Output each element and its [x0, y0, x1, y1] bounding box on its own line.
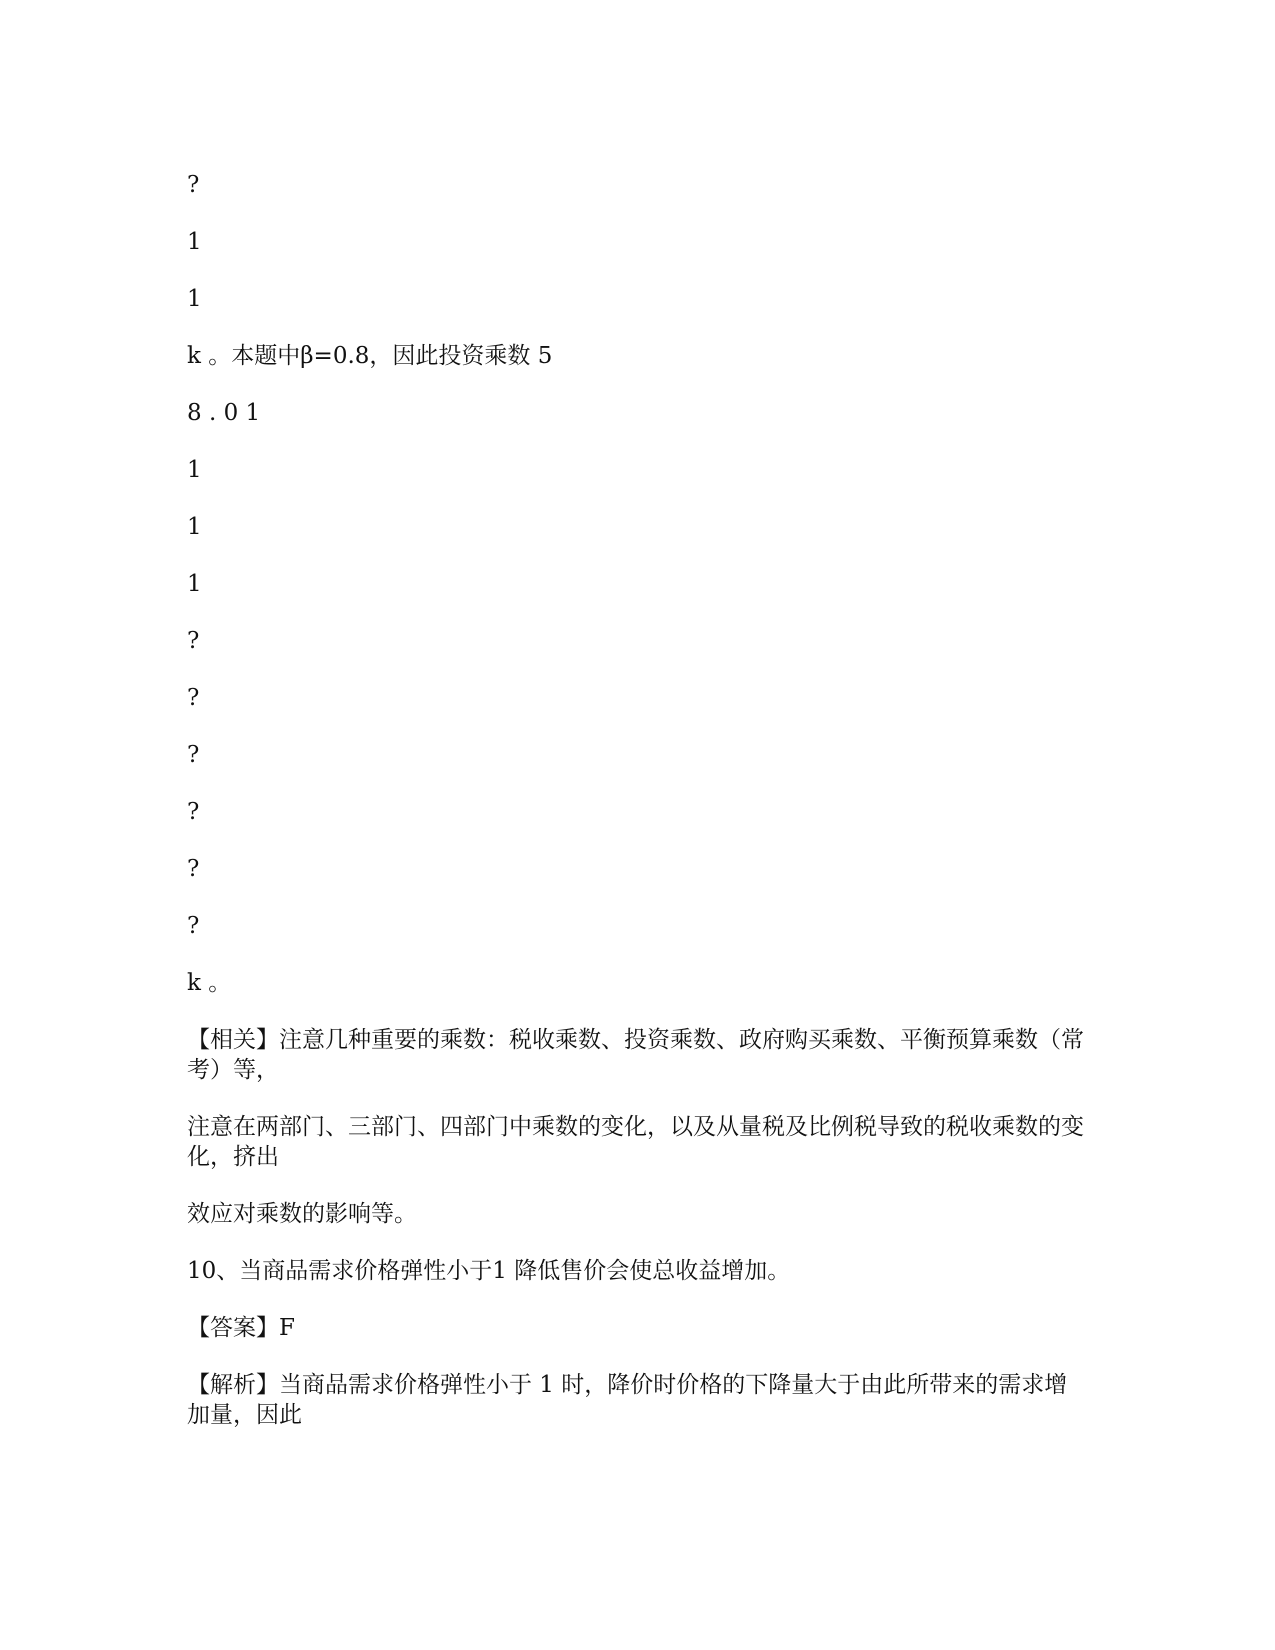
formula-line: 8 . 0 1: [187, 400, 261, 426]
related-note-paragraph: 【相关】注意几种重要的乘数：税收乘数、投资乘数、政府购买乘数、平衡预算乘数（常考）等，: [187, 1027, 1084, 1083]
formula-line: ?: [187, 628, 200, 654]
formula-line: 1: [187, 286, 202, 312]
analysis-paragraph: 【解析】当商品需求价格弹性小于 1 时，降价时价格的下降量大于由此所带来的需求增加量，因此: [187, 1372, 1068, 1428]
formula-line: ?: [187, 172, 200, 198]
crowding-out-paragraph: 效应对乘数的影响等。: [187, 1201, 417, 1227]
formula-line: 1: [187, 571, 202, 597]
formula-line: ?: [187, 742, 200, 768]
formula-line: k 。本题中β=0.8，因此投资乘数 5: [187, 343, 553, 369]
answer-paragraph: 【答案】F: [187, 1315, 295, 1341]
formula-line: ?: [187, 799, 200, 825]
question-10: 10、当商品需求价格弹性小于1 降低售价会使总收益增加。: [187, 1258, 791, 1284]
formula-line: ?: [187, 856, 200, 882]
formula-line: 1: [187, 514, 202, 540]
formula-line: ?: [187, 913, 200, 939]
multiplier-change-paragraph: 注意在两部门、三部门、四部门中乘数的变化，以及从量税及比例税导致的税收乘数的变化，挤出: [187, 1114, 1084, 1170]
formula-line: 1: [187, 229, 202, 255]
formula-line: 1: [187, 457, 202, 483]
formula-line: ?: [187, 685, 200, 711]
formula-line: k 。: [187, 970, 232, 996]
document-body: [187, 170, 1087, 1457]
